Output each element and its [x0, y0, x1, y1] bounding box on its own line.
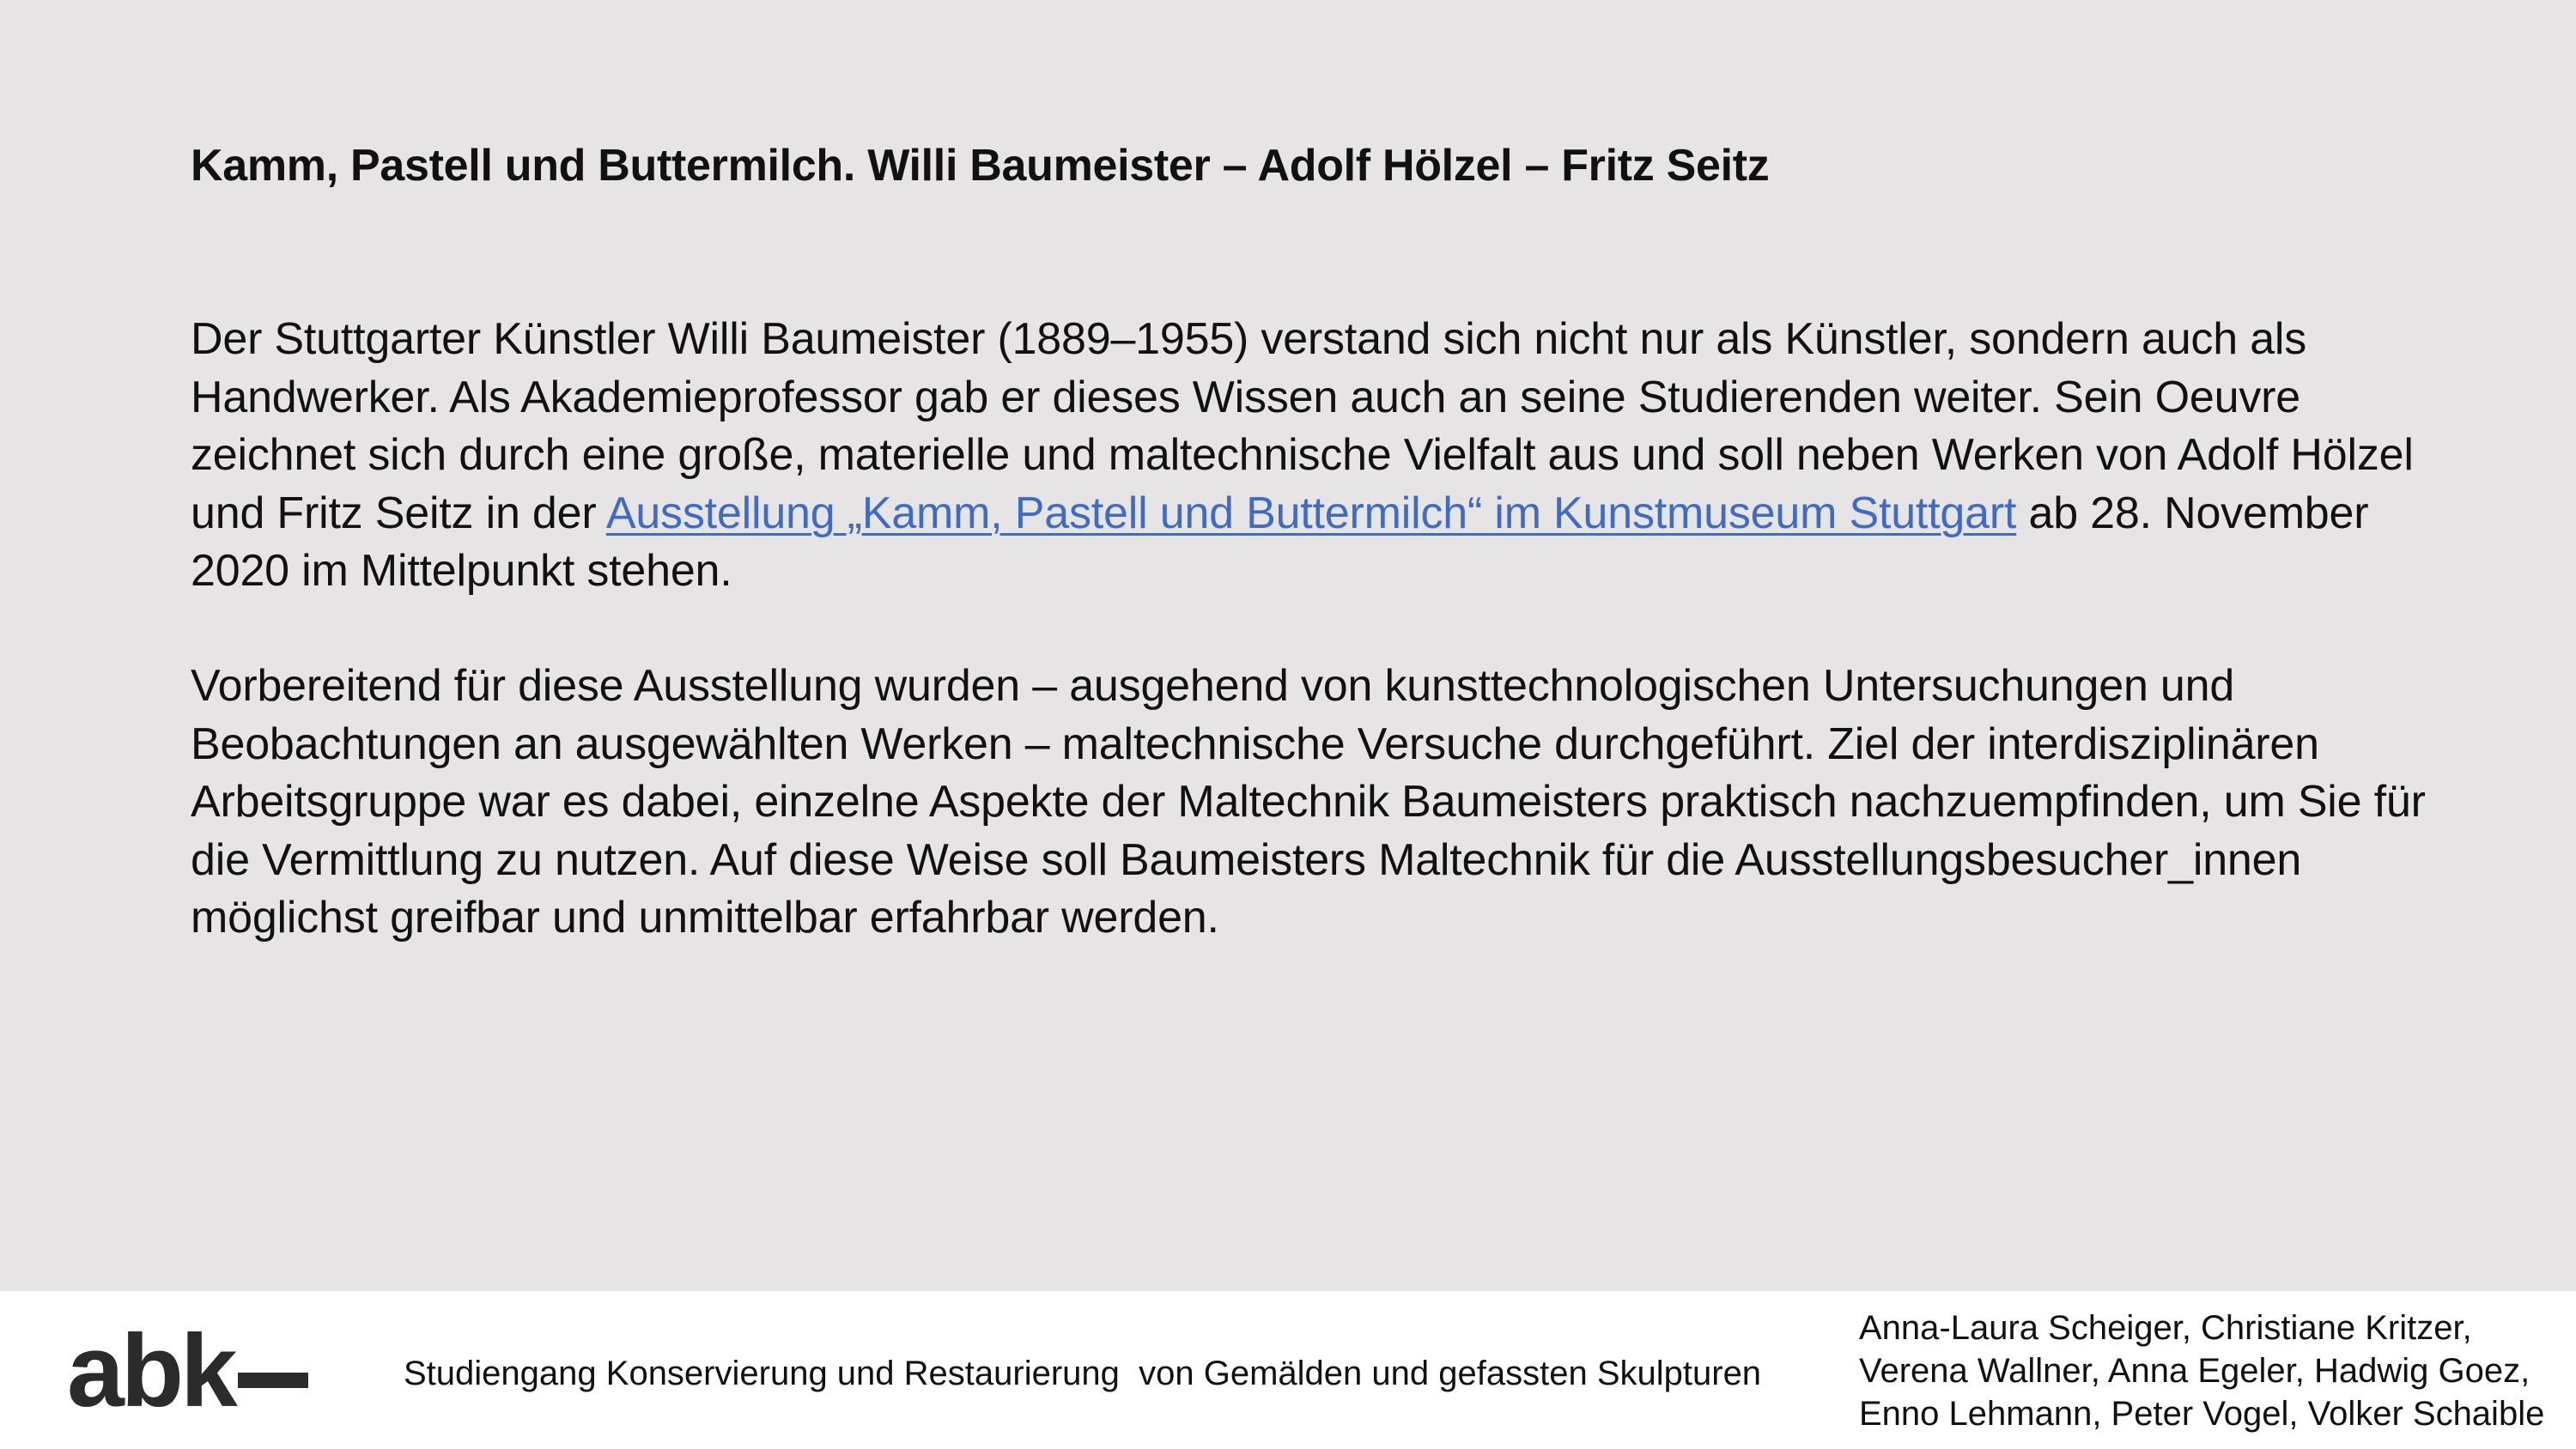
paragraph-preparation: Vorbereitend für diese Ausstellung wurden – ausgehend von kunsttechnologischen Untersuchungen und Beobachtungen an ausgewählten Werken – maltechnische Versuche durchgeführt. Ziel der interdisziplinären Arbeitsgruppe war es dabei, einzelne Aspekte der Maltechnik Baumeisters praktisch nachzuempfinden, um Sie für die Vermittlung zu nutzen. Auf diese Weise soll Baumeisters Maltechnik für die Ausstellungsbesucher_innen möglichst greifbar und unmittelbar erfahrbar werden.	[191, 661, 2426, 943]
footer	[0, 1291, 2576, 1449]
logo-text: abk	[67, 1313, 234, 1428]
paragraph-intro-text: Der Stuttgarter Künstler Willi Baumeister (1889–1955) verstand sich nicht nur als Künstler, sondern auch als Handwerker. Als Akademieprofessor gab er dieses Wissen auch an seine Studierenden weiter. Sein Oeuvre zeichnet sich durch eine große, materielle und maltechnische Vielfalt aus und soll neben Werken von Adolf Hölzel und Fritz Seitz in der	[191, 314, 2414, 538]
slide-title: Kamm, Pastell und Buttermilch. Willi Baumeister – Adolf Hölzel – Fritz Seitz	[191, 141, 1770, 191]
program-name: Studiengang Konservierung und Restaurierung von Gemälden und gefassten Skulpturen	[404, 1355, 1762, 1392]
authors-line: Anna-Laura Scheiger, Christiane Kritzer,	[1859, 1309, 2472, 1347]
abk-logo	[67, 1307, 308, 1435]
authors-line: Verena Wallner, Anna Egeler, Hadwig Goez,	[1859, 1352, 2530, 1390]
authors-list	[1859, 1307, 2563, 1435]
paragraph-intro-text-end: ab 28. November 2020 im Mittelpunkt stehen.	[191, 488, 2369, 596]
exhibition-link[interactable]: Ausstellung „Kamm, Pastell und Buttermilch“ im Kunstmuseum Stuttgart	[605, 488, 2017, 538]
paragraph-intro	[191, 311, 2458, 601]
logo-dash-icon	[238, 1373, 308, 1388]
authors-line: Enno Lehmann, Peter Vogel, Volker Schaible	[1859, 1395, 2545, 1433]
